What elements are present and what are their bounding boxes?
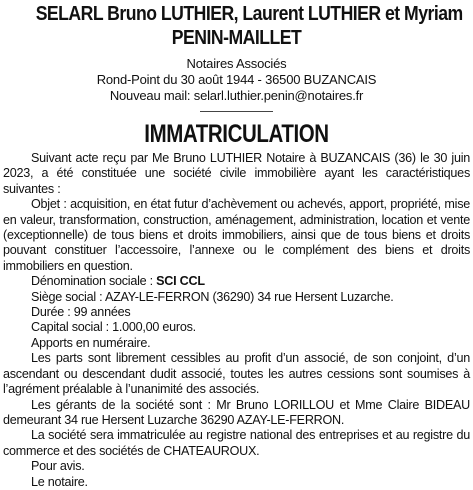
parts-paragraph: Les parts sont librement cessibles au profit d’un associé, de son conjoint, d’un ascendant ou descendant dudit associé, toutes les autres cessions sont soumises à l’agrément préalable à l’unanimité des associés.: [3, 351, 470, 397]
siege-line: Siège social : AZAY-LE-FERRON (36290) 34 rue Hersent Luzarche.: [31, 289, 394, 304]
notice-body: [3, 151, 470, 490]
denomination-label: Dénomination sociale :: [31, 274, 157, 289]
gerants-paragraph: Les gérants de la société sont : Mr Bruno LORILLOU et Mme Claire BIDEAU demeurant 34 rue Hersent Luzarche 36290 AZAY-LE-FERRON.: [3, 397, 470, 427]
denomination-value: SCI CCL: [156, 274, 205, 289]
duree-line: Durée : 99 années: [31, 305, 131, 320]
notice-title: IMMATRICULATION: [144, 120, 329, 148]
signature-line: Le notaire.: [31, 474, 88, 489]
firm-address: Rond-Point du 30 août 1944 - 36500 BUZANCAIS: [96, 72, 377, 87]
capital-line: Capital social : 1.000,00 euros.: [31, 320, 196, 335]
email-address: selarl.luthier.penin@notaires.fr: [193, 88, 364, 103]
immatriculation-paragraph: La société sera immatriculée au registre national des entreprises et au registre du commerce et des sociétés de CHATEAUROUX.: [3, 428, 470, 458]
firm-email-line: [3, 88, 470, 104]
header-divider: [200, 111, 273, 112]
firm-contact-block: [3, 56, 470, 104]
firm-subtitle: Notaires Associés: [186, 56, 287, 71]
apports-line: Apports en numéraire.: [31, 335, 151, 350]
email-label: Nouveau mail:: [109, 88, 194, 103]
firm-name-line-1: SELARL Bruno LUTHIER, Laurent LUTHIER et Myriam: [35, 2, 463, 25]
denomination-line: [3, 274, 470, 289]
firm-name: [35, 2, 463, 50]
intro-paragraph: Suivant acte reçu par Me Bruno LUTHIER Notaire à BUZANCAIS (36) le 30 juin 2023, a été constituée une société civile immobilière ayant les caractéristiques suivantes :: [3, 151, 470, 196]
legal-notice: [3, 2, 470, 490]
objet-paragraph: Objet : acquisition, en état futur d’achèvement ou achevés, apport, propriété, mise en valeur, transformation, construction, aménagement, administration, location et vente (exceptionnelle) de tous biens et droits immobiliers, ainsi que de tous biens et droits pouvant constituer l’accessoire, l’annexe ou le complément des biens et droits immobiliers en question.: [3, 197, 470, 273]
firm-name-line-2: PENIN-MAILLET: [171, 26, 302, 49]
pour-avis-line: Pour avis.: [31, 459, 85, 474]
